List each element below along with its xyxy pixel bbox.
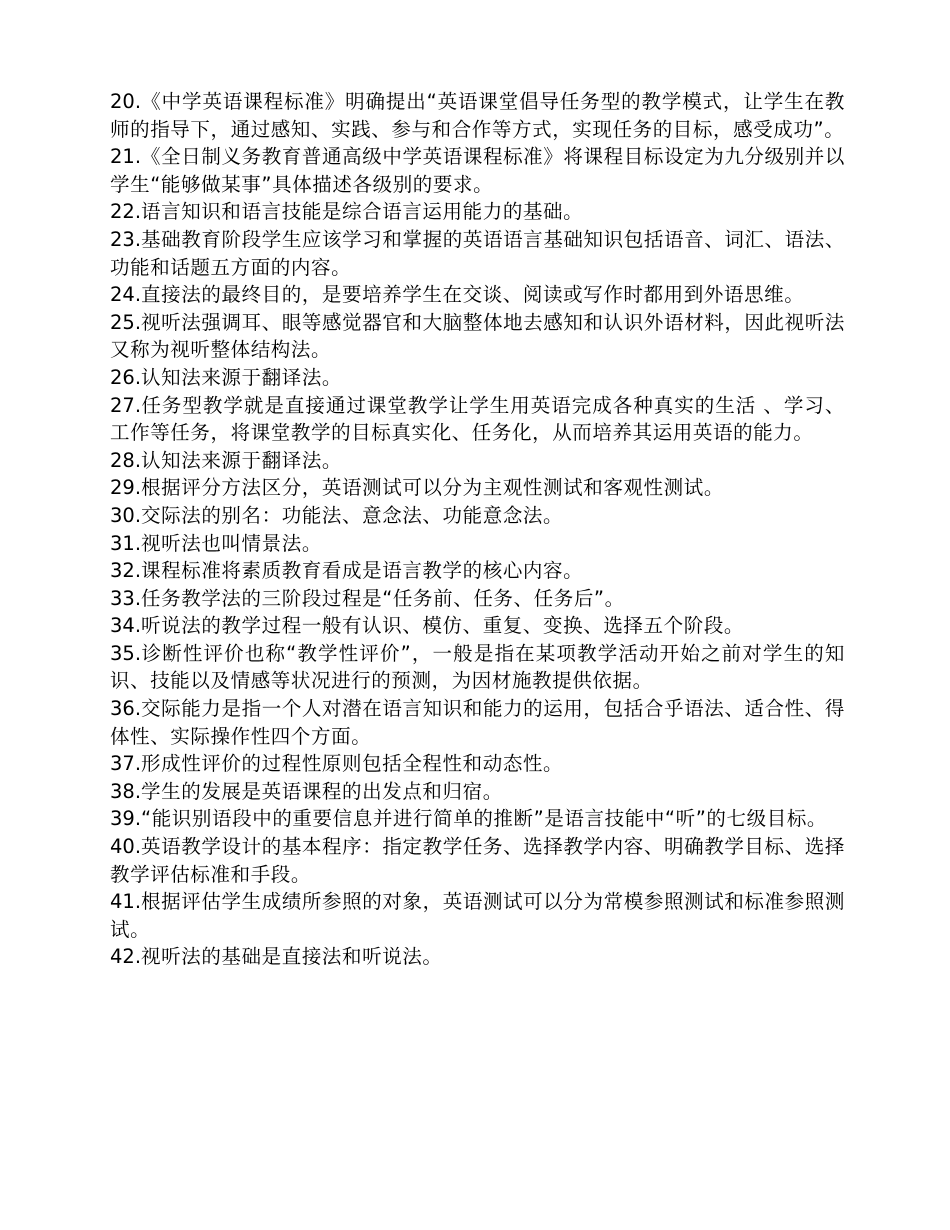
item-number: 33. xyxy=(110,586,142,610)
list-item xyxy=(110,805,845,833)
item-text: 视听法的基础是直接法和听说法。 xyxy=(141,945,443,969)
list-item xyxy=(110,309,845,364)
item-text: 视听法强调耳、眼等感觉器官和大脑整体地去感知和认识外语材料，因此视听法又称为视听整体结构法。 xyxy=(110,310,845,362)
item-number: 20. xyxy=(110,90,142,113)
list-item xyxy=(110,226,845,281)
item-number: 25. xyxy=(110,310,142,334)
item-text: 交际法的别名：功能法、意念法、功能意念法。 xyxy=(141,503,564,527)
item-number: 35. xyxy=(110,641,142,665)
item-number: 27. xyxy=(110,393,142,417)
list-item xyxy=(110,364,845,392)
item-text: 听说法的教学过程一般有认识、模仿、重复、变换、选择五个阶段。 xyxy=(141,614,745,638)
item-number: 28. xyxy=(110,448,142,472)
list-item xyxy=(110,612,845,640)
item-number: 21. xyxy=(110,145,142,169)
list-item xyxy=(110,88,845,143)
item-text: “能识别语段中的重要信息并进行简单的推断”是语言技能中“听”的七级目标。 xyxy=(141,807,828,831)
item-text: 诊断性评价也称“教学性评价”，一般是指在某项教学活动开始之前对学生的知识、技能以及情感等状况进行的预测，为因材施教提供依据。 xyxy=(110,641,845,693)
item-text: 根据评估学生成绩所参照的对象，英语测试可以分为常模参照测试和标准参照测试。 xyxy=(110,890,845,941)
item-text: 任务教学法的三阶段过程是“任务前、任务、任务后”。 xyxy=(141,586,625,610)
list-item xyxy=(110,833,845,888)
item-number: 39. xyxy=(110,807,142,831)
item-text: 交际能力是指一个人对潜在语言知识和能力的运用，包括合乎语法、适合性、得体性、实际操作性四个方面。 xyxy=(110,697,845,748)
item-text: 基础教育阶段学生应该学习和掌握的英语语言基础知识包括语音、词汇、语法、功能和话题五方面的内容。 xyxy=(110,227,845,279)
list-item xyxy=(110,447,845,475)
item-text: 学生的发展是英语课程的出发点和归宿。 xyxy=(141,779,503,803)
item-number: 31. xyxy=(110,531,142,555)
list-item xyxy=(110,557,845,585)
item-text: 任务型教学就是直接通过课堂教学让学生用英语完成各种真实的生活 、学习、工作等任务，将课堂教学的目标真实化、任务化，从而培养其运用英语的能力。 xyxy=(110,393,845,445)
item-number: 26. xyxy=(110,365,142,389)
item-number: 32. xyxy=(110,559,142,583)
item-text: 直接法的最终目的，是要培养学生在交谈、阅读或写作时都用到外语思维。 xyxy=(141,283,805,307)
item-number: 29. xyxy=(110,476,142,500)
item-number: 42. xyxy=(110,945,142,969)
item-number: 37. xyxy=(110,752,142,776)
item-text: 《全日制义务教育普通高级中学英语课程标准》将课程目标设定为九分级别并以学生“能够做某事”具体描述各级别的要求。 xyxy=(110,145,845,196)
item-text: 形成性评价的过程性原则包括全程性和动态性。 xyxy=(141,752,564,776)
item-text: 视听法也叫情景法。 xyxy=(141,531,322,555)
item-number: 41. xyxy=(110,890,142,914)
list-item xyxy=(110,585,845,613)
list-item xyxy=(110,695,845,750)
list-item xyxy=(110,474,845,502)
list-item xyxy=(110,750,845,778)
item-number: 23. xyxy=(110,227,142,251)
list-item xyxy=(110,198,845,226)
item-number: 38. xyxy=(110,779,142,803)
list-item xyxy=(110,530,845,558)
item-number: 40. xyxy=(110,835,142,859)
list-item xyxy=(110,281,845,309)
item-number: 30. xyxy=(110,503,142,527)
item-number: 34. xyxy=(110,614,142,638)
item-text: 《中学英语课程标准》明确提出“英语课堂倡导任务型的教学模式，让学生在教师的指导下，通过感知、实践、参与和合作等方式，实现任务的目标，感受成功”。 xyxy=(110,90,845,141)
list-item xyxy=(110,640,845,695)
item-text: 认知法来源于翻译法。 xyxy=(141,365,343,389)
list-item xyxy=(110,943,845,971)
item-text: 课程标准将素质教育看成是语言教学的核心内容。 xyxy=(141,559,584,583)
item-number: 36. xyxy=(110,697,142,721)
list-item xyxy=(110,502,845,530)
item-text: 语言知识和语言技能是综合语言运用能力的基础。 xyxy=(141,200,584,224)
list-item xyxy=(110,392,845,447)
item-number: 24. xyxy=(110,283,142,307)
item-number: 22. xyxy=(110,200,142,224)
list-item xyxy=(110,778,845,806)
list-item xyxy=(110,143,845,198)
item-text: 英语教学设计的基本程序：指定教学任务、选择教学内容、明确教学目标、选择教学评估标准和手段。 xyxy=(110,835,845,886)
item-text: 认知法来源于翻译法。 xyxy=(141,448,343,472)
document-body xyxy=(110,88,845,971)
item-text: 根据评分方法区分，英语测试可以分为主观性测试和客观性测试。 xyxy=(141,476,724,500)
list-item xyxy=(110,888,845,943)
